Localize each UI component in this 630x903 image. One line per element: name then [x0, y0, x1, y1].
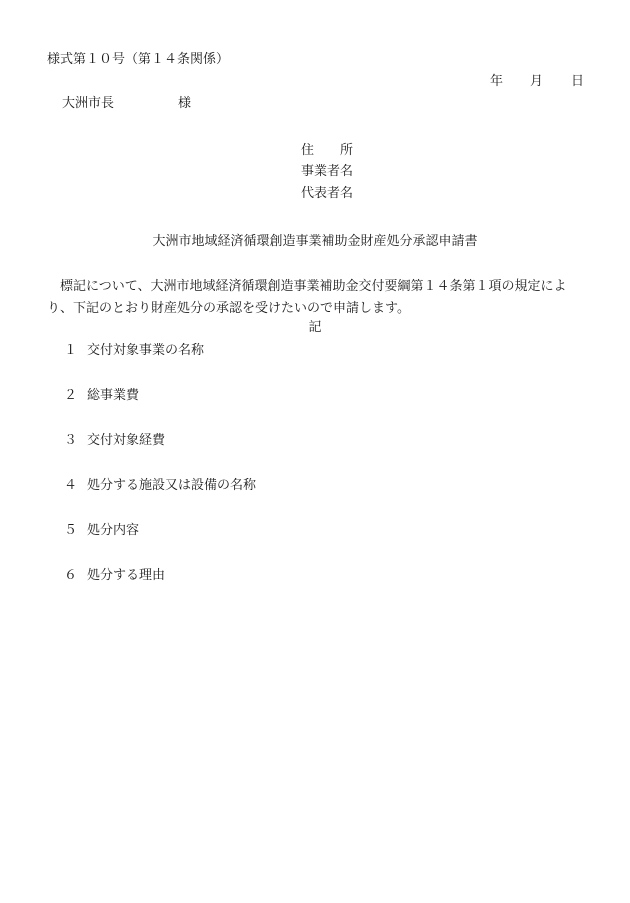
- item-label: 処分する施設又は設備の名称: [87, 478, 257, 493]
- list-item: [64, 523, 139, 539]
- item-number: ３: [64, 433, 78, 448]
- date-day-label: 日: [571, 74, 585, 89]
- list-item: [64, 388, 139, 404]
- item-label: 処分する理由: [87, 568, 166, 583]
- item-number: ４: [64, 478, 78, 493]
- applicant-representative-label: 代表者名: [301, 186, 354, 201]
- date-year-label: 年: [490, 74, 504, 89]
- applicant-address-label: [301, 143, 353, 159]
- addressee-honorific: 様: [178, 96, 192, 111]
- address-label-part-2: 所: [340, 143, 354, 158]
- addressee-name: 大洲市長: [62, 96, 115, 111]
- item-number: ５: [64, 523, 78, 538]
- item-label: 総事業費: [87, 388, 140, 403]
- applicant-business-label: 事業者名: [301, 164, 354, 179]
- list-item: [64, 343, 204, 359]
- list-item: [64, 478, 256, 494]
- item-number: ２: [64, 388, 78, 403]
- address-label-part-1: 住: [301, 143, 315, 158]
- body-paragraph: [47, 276, 585, 320]
- body-text: 標記について、大洲市地域経済循環創造事業補助金交付要綱第１４条第１項の規定により、下記のとおり財産処分の承認を受けたいので申請します。: [47, 279, 567, 316]
- item-label: 処分内容: [87, 523, 140, 538]
- list-item: [64, 568, 165, 584]
- item-label: 交付対象事業の名称: [87, 343, 205, 358]
- document-title: 大洲市地域経済循環創造事業補助金財産処分承認申請書: [152, 234, 478, 249]
- list-item: [64, 433, 165, 449]
- item-number: １: [64, 343, 78, 358]
- date-month-label: 月: [530, 74, 544, 89]
- form-number: 様式第１０号（第１４条関係）: [47, 52, 230, 67]
- ki-heading: 記: [308, 320, 322, 335]
- item-label: 交付対象経費: [87, 433, 166, 448]
- item-number: ６: [64, 568, 78, 583]
